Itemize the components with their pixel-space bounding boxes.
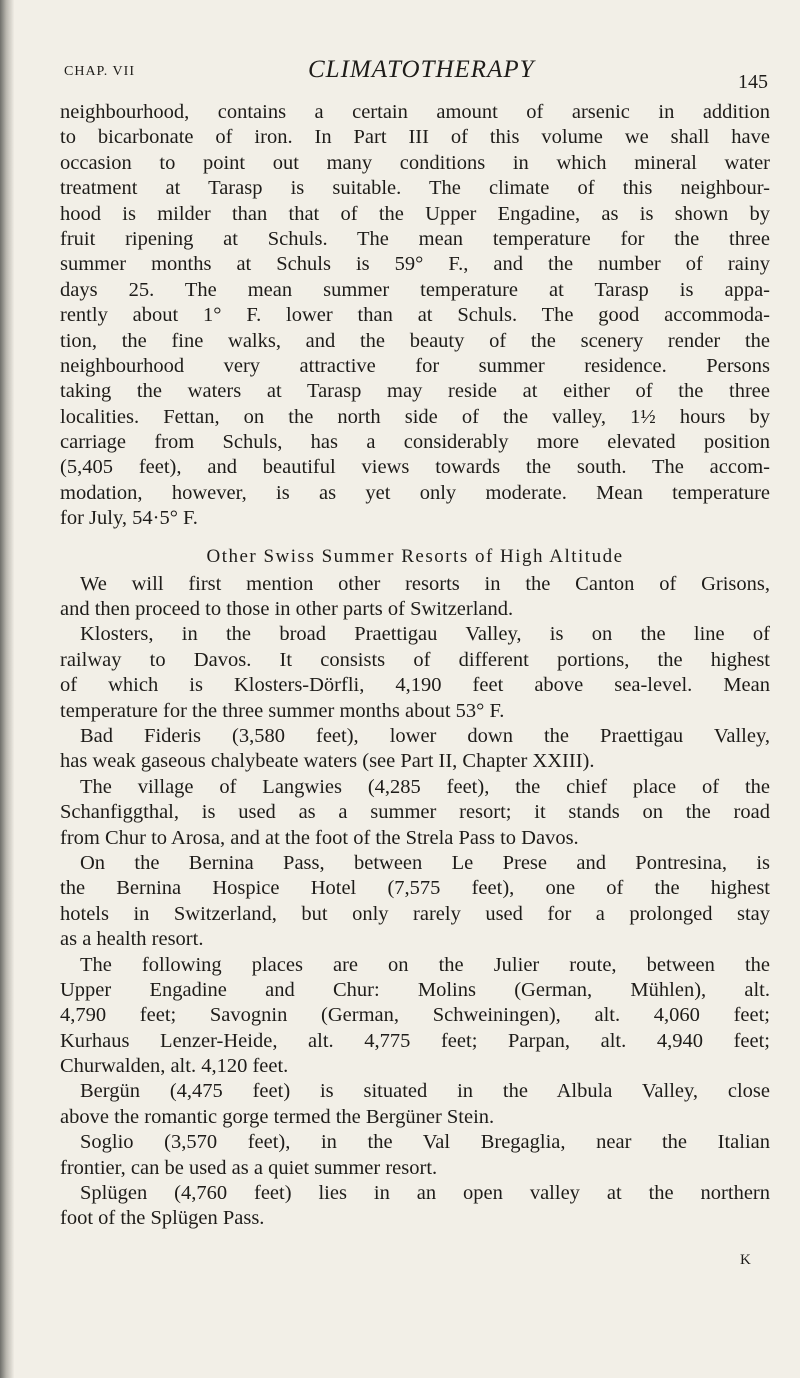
- text-line: the Bernina Hospice Hotel (7,575 feet), one of the highest: [60, 877, 770, 900]
- running-header: [56, 56, 780, 96]
- section-heading: Other Swiss Summer Resorts of High Altitude: [206, 545, 624, 567]
- text-line: above the romantic gorge termed the Bergüner Stein.: [60, 1105, 495, 1128]
- running-title: CLIMATOTHERAPY: [308, 56, 535, 83]
- text-line: Churwalden, alt. 4,120 feet.: [60, 1055, 289, 1078]
- spine-shadow: [0, 0, 14, 1378]
- text-line: as a health resort.: [60, 928, 204, 951]
- text-line: Klosters, in the broad Praettigau Valley, is on the line of: [80, 623, 770, 646]
- text-line: for July, 54·5° F.: [60, 507, 198, 530]
- text-line: Schanfiggthal, is used as a summer resort; it stands on the road: [60, 801, 770, 824]
- text-line: 4,790 feet; Savognin (German, Schweiningen), alt. 4,060 feet;: [60, 1004, 770, 1027]
- text-line: (5,405 feet), and beautiful views towards the south. The accom-: [60, 456, 770, 479]
- chapter-label: CHAP. VII: [64, 64, 135, 79]
- text-line: tion, the fine walks, and the beauty of the scenery render the: [60, 329, 770, 352]
- text-line: localities. Fettan, on the north side of the valley, 1½ hours by: [60, 405, 770, 428]
- text-line: We will first mention other resorts in the Canton of Grisons,: [80, 572, 770, 595]
- text-line: taking the waters at Tarasp may reside at either of the three: [60, 380, 770, 403]
- text-line: days 25. The mean summer temperature at Tarasp is appa-: [60, 278, 770, 301]
- text-line: treatment at Tarasp is suitable. The climate of this neighbour-: [60, 177, 770, 200]
- text-line: foot of the Splügen Pass.: [60, 1207, 265, 1230]
- text-line: to bicarbonate of iron. In Part III of this volume we shall have: [60, 126, 770, 149]
- text-line: neighbourhood very attractive for summer residence. Persons: [60, 354, 770, 377]
- text-line: carriage from Schuls, has a considerably more elevated position: [60, 431, 770, 454]
- text-line: The village of Langwies (4,285 feet), the chief place of the: [80, 775, 770, 798]
- text-line: from Chur to Arosa, and at the foot of the Strela Pass to Davos.: [60, 826, 579, 849]
- signature-mark: K: [740, 1252, 751, 1268]
- text-line: modation, however, is as yet only moderate. Mean temperature: [60, 481, 770, 504]
- text-line: Bergün (4,475 feet) is situated in the Albula Valley, close: [80, 1080, 770, 1103]
- text-line: rently about 1° F. lower than at Schuls. The good accommoda-: [60, 304, 770, 327]
- page-number: 145: [738, 71, 768, 93]
- text-line: of which is Klosters-Dörfli, 4,190 feet above sea-level. Mean: [60, 674, 770, 697]
- text-line: On the Bernina Pass, between Le Prese and Pontresina, is: [80, 851, 770, 874]
- text-line: temperature for the three summer months about 53° F.: [60, 699, 505, 722]
- text-line: Soglio (3,570 feet), in the Val Bregaglia, near the Italian: [80, 1131, 770, 1154]
- text-line: Splügen (4,760 feet) lies in an open valley at the northern: [80, 1182, 770, 1205]
- text-line: fruit ripening at Schuls. The mean temperature for the three: [60, 227, 770, 250]
- text-line: hotels in Switzerland, but only rarely used for a prolonged stay: [60, 902, 770, 925]
- text-line: Bad Fideris (3,580 feet), lower down the Praettigau Valley,: [80, 724, 770, 747]
- text-line: Kurhaus Lenzer-Heide, alt. 4,775 feet; Parpan, alt. 4,940 feet;: [60, 1029, 770, 1052]
- text-line: frontier, can be used as a quiet summer resort.: [60, 1156, 438, 1179]
- text-line: Upper Engadine and Chur: Molins (German, Mühlen), alt.: [60, 978, 770, 1001]
- text-line: and then proceed to those in other parts of Switzerland.: [60, 598, 514, 621]
- text-line: has weak gaseous chalybeate waters (see Part II, Chapter XXIII).: [60, 750, 595, 773]
- text-line: railway to Davos. It consists of different portions, the highest: [60, 648, 770, 671]
- text-line: neighbourhood, contains a certain amount of arsenic in addition: [60, 101, 770, 123]
- text-line: occasion to point out many conditions in which mineral water: [60, 151, 770, 174]
- body-text: [60, 100, 770, 1232]
- text-line: summer months at Schuls is 59° F., and the number of rainy: [60, 253, 770, 276]
- text-line: The following places are on the Julier route, between the: [80, 953, 770, 976]
- text-line: hood is milder than that of the Upper Engadine, as is shown by: [60, 202, 770, 225]
